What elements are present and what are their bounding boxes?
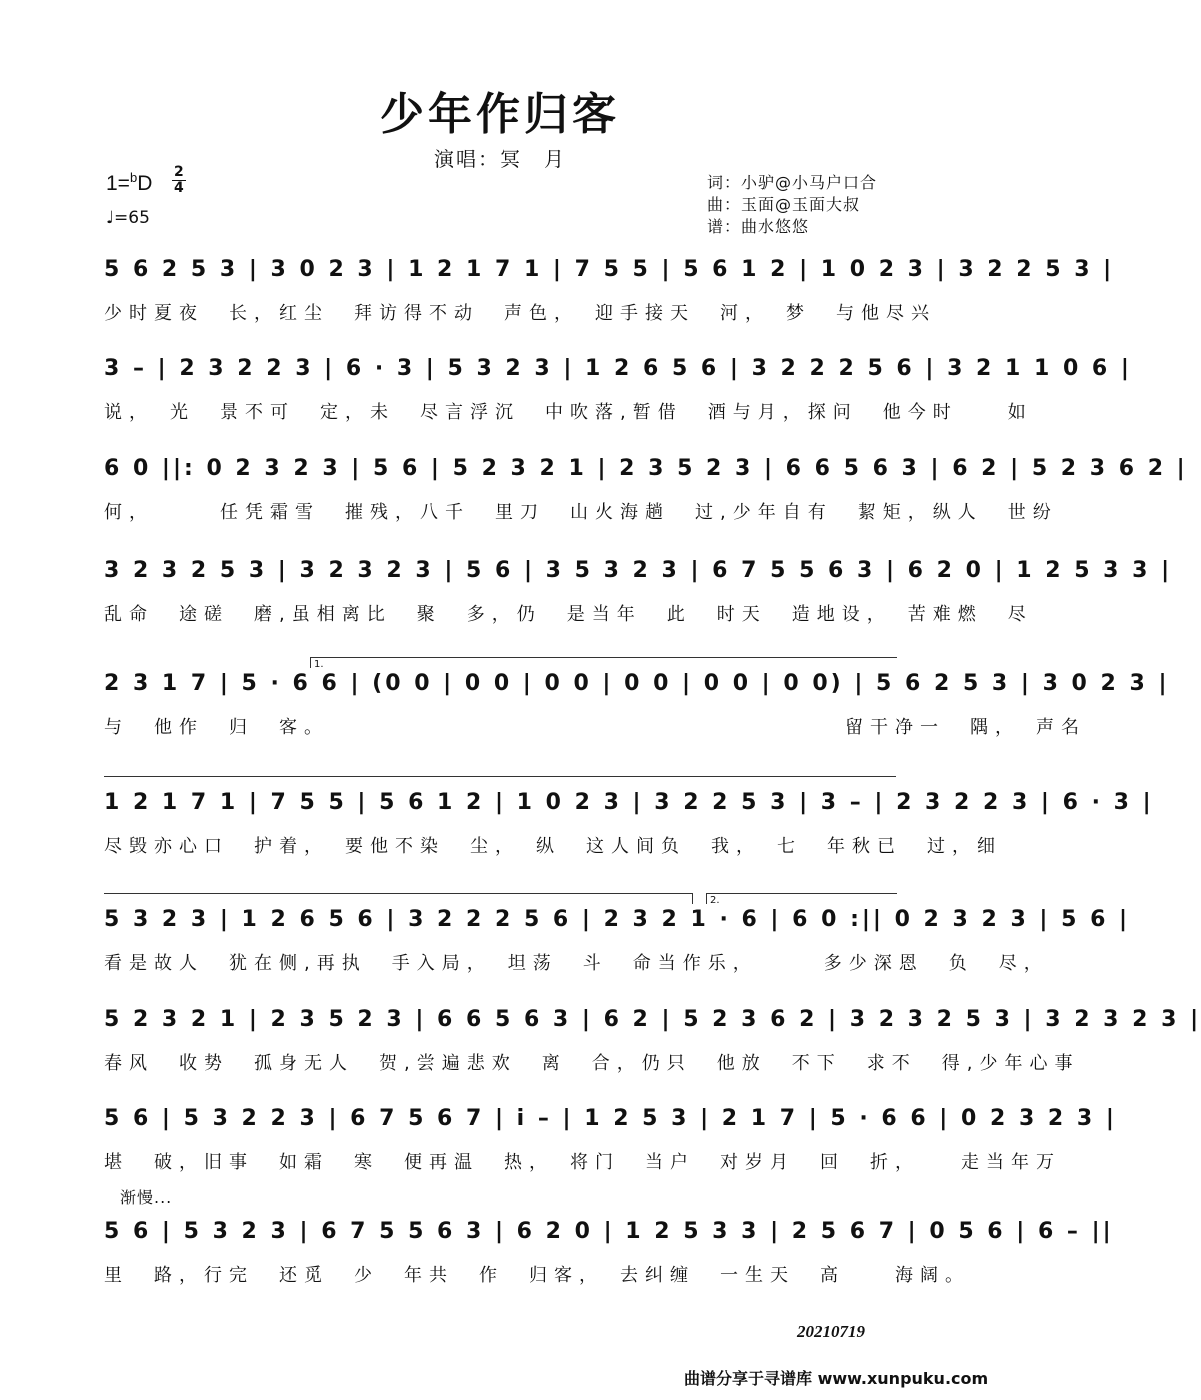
- lyrics-line: 与 他作 归 客。 留干净一 隅， 声名: [104, 717, 1086, 738]
- notes-line: 5 3 2 3 | 1 2 6 5 6 | 3 2 2 2 5 6 | 2 3 2 1 · 6 | 6 0 :|| 0 2 3 2 3 | 5 6 |: [104, 907, 1131, 932]
- key-flat: b: [129, 170, 138, 185]
- key-signature: [106, 170, 152, 196]
- lyrics-line: 堪 破，旧事 如霜 寒 便再温 热， 将门 当户 对岁月 回 折， 走当年万: [104, 1152, 1061, 1173]
- volta-bracket-second: 2.: [706, 893, 897, 904]
- score-row-10: [104, 1215, 1114, 1289]
- lyricist-credit: 词：小驴@小马户口合: [707, 173, 878, 192]
- lyrics-line: 何， 任凭霜雪 摧残，八千 里刀 山火海趟 过,少年自有 絜矩，纵人 世纷: [104, 502, 1058, 523]
- singer-credit: 演唱：冥 月: [434, 147, 566, 171]
- credits-block: [707, 172, 877, 238]
- score-row-6: [104, 786, 1154, 860]
- tempo-marking: ♩=65: [106, 208, 150, 228]
- notes-line: 5 2 3 2 1 | 2 3 5 2 3 | 6 6 5 6 3 | 6 2 | 5 2 3 6 2 | 3 2 3 2 5 3 | 3 2 3 2 3 |: [104, 1007, 1201, 1032]
- notes-line: 2 3 1 7 | 5 · 6 6 | (0 0 | 0 0 | 0 0 | 0 0 | 0 0 | 0 0) | 5 6 2 5 3 | 3 0 2 3 |: [104, 671, 1170, 696]
- notes-line: 3 2 3 2 5 3 | 3 2 3 2 3 | 5 6 | 3 5 3 2 3 | 6 7 5 5 6 3 | 6 2 0 | 1 2 5 3 3 |: [104, 558, 1173, 583]
- transcriber-credit: 谱：曲水悠悠: [707, 217, 810, 236]
- song-title: 少年作归客: [380, 89, 620, 140]
- score-row-2: [104, 352, 1132, 426]
- score-date: 20210719: [797, 1322, 865, 1341]
- footer-watermark: 曲谱分享于寻谱库 www.xunpuku.com: [684, 1369, 989, 1388]
- lyrics-line: 里 路，行完 还觅 少 年共 作 归客， 去纠缠 一生天 高 海阔。: [104, 1265, 970, 1286]
- volta-line-continued: [104, 776, 896, 787]
- composer-credit: 曲：玉面@玉面大叔: [707, 195, 861, 214]
- notes-line: 1 2 1 7 1 | 7 5 5 | 5 6 1 2 | 1 0 2 3 | 3 2 2 5 3 | 3 – | 2 3 2 2 3 | 6 · 3 |: [104, 790, 1154, 815]
- volta-bracket-first: 1.: [310, 657, 897, 668]
- time-signature: [172, 165, 186, 196]
- notes-line: 5 6 2 5 3 | 3 0 2 3 | 1 2 1 7 1 | 7 5 5 | 5 6 1 2 | 1 0 2 3 | 3 2 2 5 3 |: [104, 257, 1115, 282]
- lyrics-line: 说， 光 景不可 定，未 尽言浮沉 中吹落,暂借 酒与月，探问 他今时 如: [104, 402, 1033, 423]
- lyrics-line: 乱命 途磋 磨,虽相离比 聚 多，仍 是当年 此 时天 造地设， 苦难燃 尽: [104, 604, 1033, 625]
- time-bottom: 4: [174, 180, 184, 196]
- score-row-4: [104, 554, 1173, 628]
- time-top: 2: [174, 164, 184, 180]
- score-row-9: [104, 1102, 1117, 1176]
- notes-line: 5 6 | 5 3 2 2 3 | 6 7 5 6 7 | i – | 1 2 5 3 | 2 1 7 | 5 · 6 6 | 0 2 3 2 3 |: [104, 1106, 1117, 1131]
- score-row-8: [104, 1003, 1201, 1077]
- key-letter: D: [137, 172, 153, 195]
- score-row-1: [104, 253, 1115, 327]
- lyrics-line: 看是故人 犹在侧,再执 手入局， 坦荡 斗 命当作乐， 多少深恩 负 尽，: [104, 953, 1049, 974]
- notes-line: 5 6 | 5 3 2 3 | 6 7 5 5 6 3 | 6 2 0 | 1 2 5 3 3 | 2 5 6 7 | 0 5 6 | 6 – ||: [104, 1219, 1114, 1244]
- score-row-7: [104, 895, 1131, 977]
- score-row-3: [104, 452, 1188, 526]
- score-row-5: [104, 659, 1170, 741]
- notes-line: 3 – | 2 3 2 2 3 | 6 · 3 | 5 3 2 3 | 1 2 6 5 6 | 3 2 2 2 5 6 | 3 2 1 1 0 6 |: [104, 356, 1132, 381]
- volta-line-end: [104, 893, 693, 904]
- lyrics-line: 少时夏夜 长，红尘 拜访得不动 声色， 迎手接天 河， 梦 与他尽兴: [104, 303, 936, 324]
- lyrics-line: 春风 收势 孤身无人 贺,尝遍悲欢 离 合，仍只 他放 不下 求不 得,少年心事: [104, 1053, 1080, 1074]
- tempo-change-marking: 渐慢...: [120, 1188, 173, 1207]
- lyrics-line: 尽毁亦心口 护着， 要他不染 尘， 纵 这人间负 我， 七 年秋已 过，细: [104, 836, 1002, 857]
- notes-line: 6 0 ||: 0 2 3 2 3 | 5 6 | 5 2 3 2 1 | 2 3 5 2 3 | 6 6 5 6 3 | 6 2 | 5 2 3 6 2 |: [104, 456, 1188, 481]
- key-label: 1=: [106, 172, 130, 195]
